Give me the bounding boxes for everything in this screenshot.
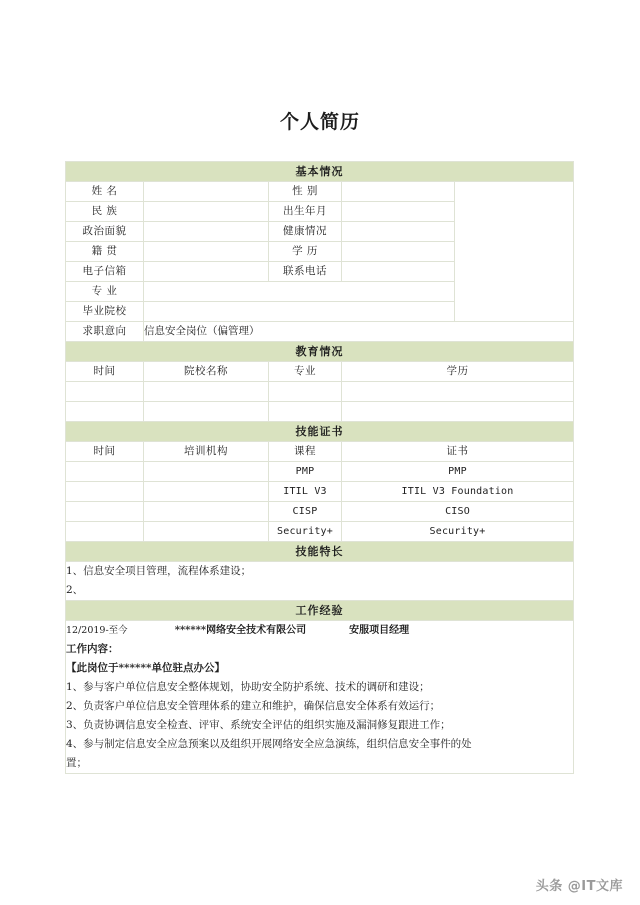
cell-cert-time[interactable]	[66, 462, 144, 482]
label-phone: 联系电话	[269, 262, 342, 282]
cell-edu-school[interactable]	[144, 382, 269, 402]
cell-cert-time[interactable]	[66, 502, 144, 522]
cell-cert-org[interactable]	[144, 522, 269, 542]
col-header-edu-school: 院校名称	[144, 362, 269, 382]
field-health[interactable]	[342, 222, 455, 242]
section-header-skills: 技能特长	[66, 542, 574, 562]
experience-content-label: 工作内容：	[66, 643, 119, 655]
table-header-row	[66, 442, 574, 462]
experience-item: 4、参与制定信息安全应急预案以及组织开展网络安全应急演练，组织信息安全事件的处	[66, 738, 472, 750]
experience-period: 12/2019-至今	[66, 625, 128, 636]
resume-table	[65, 161, 574, 774]
experience-item: 2、负责客户单位信息安全管理体系的建立和维护，确保信息安全体系有效运行；	[66, 700, 441, 712]
field-phone[interactable]	[342, 262, 455, 282]
section-header-row-education	[66, 342, 574, 362]
cell-cert-cert[interactable]: ITIL V3 Foundation	[342, 482, 574, 502]
field-job-intention[interactable]: 信息安全岗位（偏管理）	[144, 322, 574, 342]
label-major: 专 业	[66, 282, 144, 302]
cell-edu-time[interactable]	[66, 402, 144, 422]
photo-placeholder[interactable]	[455, 182, 574, 322]
label-political: 政治面貌	[66, 222, 144, 242]
cell-cert-time[interactable]	[66, 522, 144, 542]
field-degree[interactable]	[342, 242, 455, 262]
section-header-row-basic	[66, 162, 574, 182]
label-job-intention: 求职意向	[66, 322, 144, 342]
experience-item: 置；	[66, 757, 87, 769]
skills-line: 2、	[66, 584, 84, 596]
section-header-education: 教育情况	[66, 342, 574, 362]
skills-content[interactable]	[66, 562, 574, 601]
cell-cert-course[interactable]: Security+	[269, 522, 342, 542]
section-header-row-experience	[66, 601, 574, 621]
section-header-experience: 工作经验	[66, 601, 574, 621]
field-ethnicity[interactable]	[144, 202, 269, 222]
cell-cert-time[interactable]	[66, 482, 144, 502]
cell-cert-cert[interactable]: PMP	[342, 462, 574, 482]
field-political[interactable]	[144, 222, 269, 242]
experience-company: ******网络安全技术有限公司	[174, 625, 307, 636]
label-origin: 籍 贯	[66, 242, 144, 262]
cell-cert-cert[interactable]: Security+	[342, 522, 574, 542]
cell-edu-time[interactable]	[66, 382, 144, 402]
label-health: 健康情况	[269, 222, 342, 242]
field-email[interactable]	[144, 262, 269, 282]
section-header-certificates: 技能证书	[66, 422, 574, 442]
table-row	[66, 182, 574, 202]
col-header-edu-degree: 学历	[342, 362, 574, 382]
experience-item: 1、参与客户单位信息安全整体规划，协助安全防护系统、技术的调研和建设；	[66, 681, 430, 693]
page-title: 个人简历	[279, 111, 360, 133]
label-name: 姓 名	[66, 182, 144, 202]
table-row	[66, 462, 574, 482]
section-header-row-certificates	[66, 422, 574, 442]
col-header-cert-time: 时间	[66, 442, 144, 462]
col-header-edu-major: 专业	[269, 362, 342, 382]
cell-edu-major[interactable]	[269, 382, 342, 402]
table-row	[66, 322, 574, 342]
experience-note: 【此岗位于******单位驻点办公】	[66, 662, 225, 674]
experience-job-title: 安服项目经理	[349, 625, 410, 636]
cell-edu-degree[interactable]	[342, 402, 574, 422]
experience-item: 3、负责协调信息安全检查、评审、系统安全评估的组织实施及漏洞修复跟进工作；	[66, 719, 451, 731]
cell-cert-course[interactable]: PMP	[269, 462, 342, 482]
col-header-edu-time: 时间	[66, 362, 144, 382]
field-name[interactable]	[144, 182, 269, 202]
watermark: 头条 @IT文库	[535, 879, 623, 894]
col-header-cert-org: 培训机构	[144, 442, 269, 462]
table-row	[66, 382, 574, 402]
label-email: 电子信箱	[66, 262, 144, 282]
field-school[interactable]	[144, 302, 455, 322]
cell-edu-degree[interactable]	[342, 382, 574, 402]
table-row	[66, 522, 574, 542]
field-major[interactable]	[144, 282, 455, 302]
experience-heading	[66, 621, 573, 640]
field-origin[interactable]	[144, 242, 269, 262]
field-gender[interactable]	[342, 182, 455, 202]
cell-cert-course[interactable]: CISP	[269, 502, 342, 522]
cell-cert-cert[interactable]: CISO	[342, 502, 574, 522]
table-header-row	[66, 362, 574, 382]
label-ethnicity: 民 族	[66, 202, 144, 222]
label-gender: 性 别	[269, 182, 342, 202]
section-header-row-skills	[66, 542, 574, 562]
cell-cert-course[interactable]: ITIL V3	[269, 482, 342, 502]
skills-line: 1、信息安全项目管理，流程体系建设；	[66, 565, 252, 577]
label-school: 毕业院校	[66, 302, 144, 322]
table-row	[66, 402, 574, 422]
section-header-basic: 基本情况	[66, 162, 574, 182]
field-birth[interactable]	[342, 202, 455, 222]
table-row	[66, 482, 574, 502]
table-row	[66, 502, 574, 522]
cell-edu-school[interactable]	[144, 402, 269, 422]
cell-edu-major[interactable]	[269, 402, 342, 422]
cell-cert-org[interactable]	[144, 462, 269, 482]
table-row	[66, 621, 574, 774]
col-header-cert-cert: 证书	[342, 442, 574, 462]
cell-cert-org[interactable]	[144, 482, 269, 502]
experience-content[interactable]	[66, 621, 574, 774]
label-birth: 出生年月	[269, 202, 342, 222]
col-header-cert-course: 课程	[269, 442, 342, 462]
cell-cert-org[interactable]	[144, 502, 269, 522]
table-row	[66, 562, 574, 601]
label-degree: 学 历	[269, 242, 342, 262]
